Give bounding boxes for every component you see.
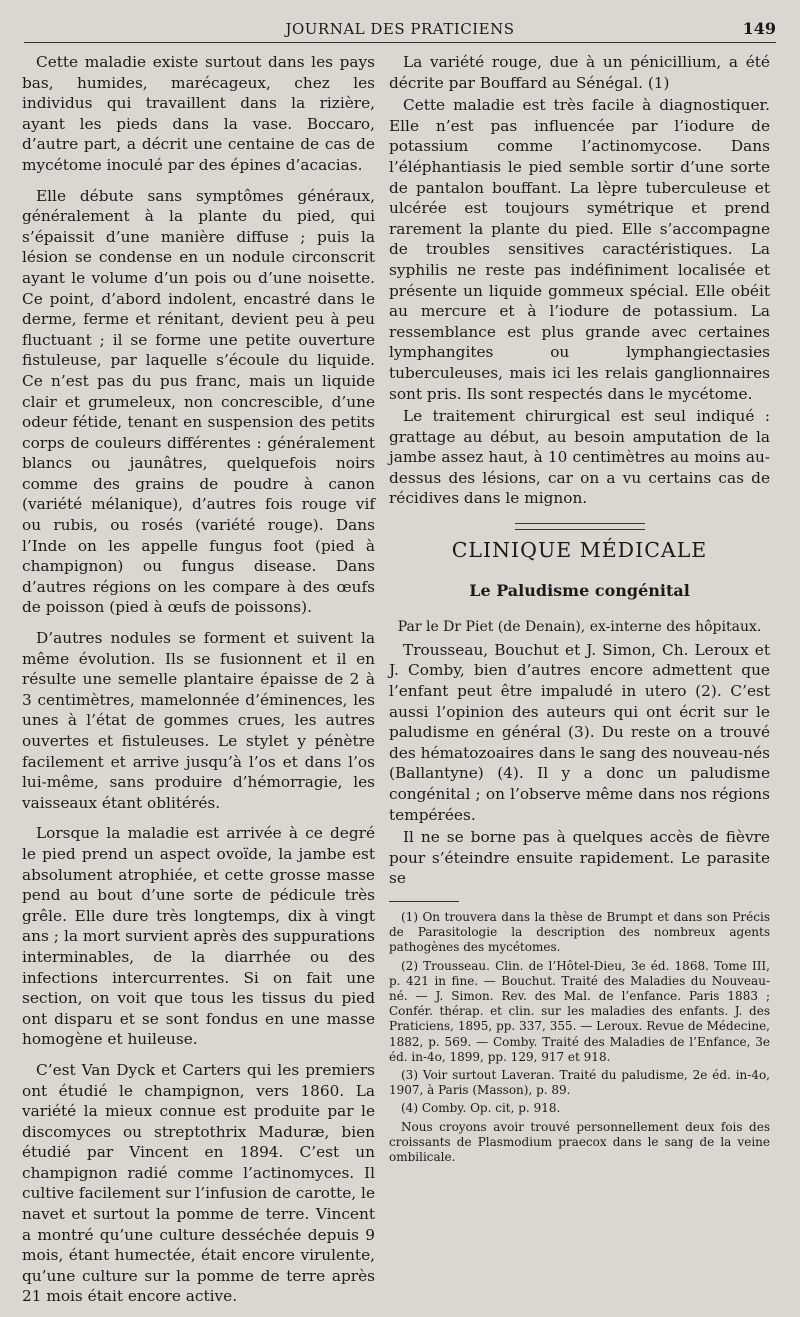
footnote-divider (389, 901, 459, 902)
paragraph: Trousseau, Bouchut et J. Simon, Ch. Leroux et J. Comby, bien d’autres encore admettent que l’enfant peut être impaludé in utero (2). C’est aussi l’opinion des auteurs qui ont écrit sur le paludisme en général (3). Du reste on a trouvé des hématozoaires dans le sang des nouveau-nés (Ballantyne) (4). Il y a donc un paludisme congénital ; on l’observe même dans nos régions tempérées. (389, 640, 770, 824)
running-header (24, 14, 776, 43)
article-title: Le Paludisme congénital (469, 580, 690, 600)
paragraph: Il ne se borne pas à quelques accès de fièvre pour s’éteindre ensuite rapidement. Le parasite se (389, 828, 770, 888)
footnote: (4) Comby. Op. cit, p. 918. (401, 1101, 561, 1116)
section-divider (515, 523, 645, 530)
footnote: Nous croyons avoir trouvé personnellement deux fois des croissants de Plasmodium praecox dans le sang de la veine ombilicale. (389, 1119, 770, 1165)
paragraph: Lorsque la maladie est arrivée à ce degré le pied prend un aspect ovoïde, la jambe est absolument atrophiée, et cette grosse masse pend au bout d’une sorte de pédicule très grêle. Elle dure très longtemps, dix à vingt ans ; la mort survient après des suppurations interminables, de la diarrhée ou des infections intercurrentes. Si on fait une section, on voit que tous les tissus du pied ont disparu et se sont fondus en une masse homogène et huileuse. (22, 824, 375, 1049)
byline: Par le Dr Piet (de Denain), ex-interne des hôpitaux. (397, 619, 762, 636)
footnotes (389, 910, 770, 1165)
paragraph: Elle débute sans symptômes généraux, généralement à la plante du pied, qui s’épaissit d’une manière diffuse ; puis la lésion se condense en un nodule circonscrit ayant le volume d’un pois ou d’une noisette. Ce point, d’abord indolent, encastré dans le derme, ferme et rénitant, devient peu à peu fluctuant ; il se forme une petite ouverture fistuleuse, par laquelle s’écoule du liquide. Ce n’est pas du pus franc, mais un liquide clair et grumeleux, non concrescible, d’une odeur fétide, tenant en suspension des petits corps de couleurs différentes : généralement blancs ou jaunâtres, quelquefois noirs comme des grains de poudre à canon (variété mélanique), d’autres fois rouge vif ou rubis, ou rosés (variété rouge). Dans l’Inde on les appelle fungus foot (pied à champignon) ou fungus disease. Dans d’autres régions on les compare à des œufs de poisson (pied à œufs de poissons). (22, 186, 375, 617)
paragraph: Cette maladie est très facile à diagnostiquer. Elle n’est pas influencée par l’iodure de potassium comme l’actinomycose. Dans l’éléphantiasis le pied semble sortir d’une sorte de pantalon bouffant. La lèpre tuberculeuse et ulcérée est toujours symétrique et prend rarement la plante du pied. Elle s’accompagne de troubles sensitives caractéristiques. La syphilis ne reste pas indéfiniment localisée et présente un liquide gommeux spécial. Elle obéit au mercure et à l’iodure de potassium. La ressemblance est plus grande avec certaines lymphangites ou lymphangiectasies tuberculeuses, mais ici les relais ganglionnaires sont pris. Ils sont respectés dans le mycétome. (389, 96, 770, 403)
footnote: (1) On trouvera dans la thèse de Brumpt et dans son Précis de Parasitologie la description des nombreux agents pathogènes des mycétomes. (389, 909, 770, 955)
paragraph: Cette maladie existe surtout dans les pays bas, humides, marécageux, chez les individus qui travaillent dans la rizière, ayant les pieds dans la vase. Boccaro, d’autre part, a décrit une centaine de cas de mycétome inoculé par des épines d’acacias. (22, 53, 375, 174)
footnote: (2) Trousseau. Clin. de l’Hôtel-Dieu, 3e éd. 1868. Tome III, p. 421 in fine. — Bouchut. Traité des Maladies du Nouveau-né. — J. Simon. Rev. des Mal. de l’enfance. Paris 1883 ; Confér. thérap. et clin. sur les maladies des enfants. J. des Praticiens, 1895, pp. 337, 355. — Leroux. Revue de Médecine, 1882, p. 569. — Comby. Traité des Maladies de l’Enfance, 3e éd. in-4o, 1899, pp. 129, 917 et 918. (389, 958, 770, 1064)
paragraph: Le traitement chirurgical est seul indiqué : grattage au début, au besoin amputation de la jambe assez haut, à 10 centimètres au moins au-dessus des lésions, car on a vu certains cas de récidives dans le mignon. (389, 407, 770, 508)
footnote: (3) Voir surtout Laveran. Traité du paludisme, 2e éd. in-4o, 1907, à Paris (Masson), p. 89. (389, 1068, 770, 1098)
paragraph: La variété rouge, due à un pénicillium, a été décrite par Bouffard au Sénégal. (1) (389, 53, 770, 92)
paragraph: C’est Van Dyck et Carters qui les premiers ont étudié le champignon, vers 1860. La variété la mieux connue est produite par le discomyces ou streptothrix Maduræ, bien étudié par Vincent en 1894. C’est un champignon radié comme l’actinomyces. Il cultive facilement sur l’infusion de carotte, le navet et surtout la pomme de terre. Vincent a montré qu’une culture desséchée depuis 9 mois, étant humectée, était encore virulente, qu’une culture sur la pomme de terre après 21 mois était encore active. (22, 1060, 376, 1306)
running-title: JOURNAL DES PRATICIENS (285, 20, 515, 38)
right-column (389, 52, 770, 1168)
paragraph: D’autres nodules se forment et suivent la même évolution. Ils se fusionnent et il en résulte une semelle plantaire épaisse de 2 à 3 centimètres, mamelonnée d’éminences, les unes à l’état de gommes crues, les autres ouvertes et fistuleuses. Le stylet y pénètre facilement et arrive jusqu’à l’os et dans l’os lui-même, sans produire d’hémorragie, les vaisseaux étant oblitérés. (22, 629, 375, 812)
left-column (22, 52, 375, 1317)
page-number: 149 (742, 19, 776, 38)
section-title: CLINIQUE MÉDICALE (451, 538, 708, 563)
